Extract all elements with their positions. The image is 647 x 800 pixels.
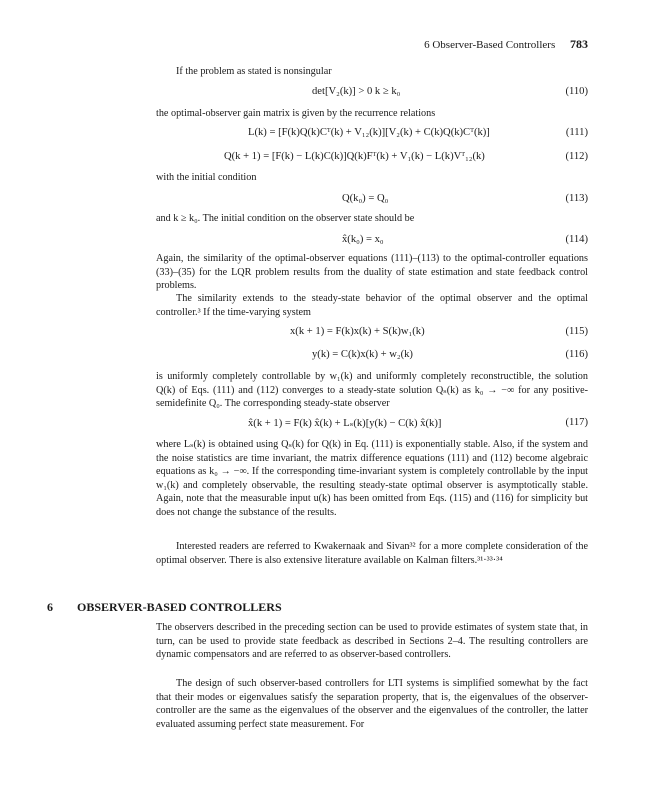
section-heading bbox=[47, 600, 282, 615]
paragraph-and: and k ≥ k₀. The initial condition on the observer state should be bbox=[156, 213, 415, 224]
equation-body: x̂(k₀) = x₀ bbox=[342, 234, 384, 245]
equation-body: Q(k₀) = Q₀ bbox=[342, 193, 389, 204]
equation-number: (115) bbox=[565, 326, 588, 337]
equation-number: (114) bbox=[565, 234, 588, 245]
equation-body: Q(k + 1) = [F(k) − L(k)C(k)]Q(k)Fᵀ(k) + V₁(k) − L(k)Vᵀ₁₂(k) bbox=[224, 151, 485, 162]
equation-117 bbox=[156, 417, 588, 431]
section-number: 6 bbox=[47, 600, 53, 614]
equation-115 bbox=[156, 326, 588, 340]
equation-number: (116) bbox=[565, 349, 588, 360]
paragraph-interested: Interested readers are referred to Kwakernaak and Sivan³² for a more complete consideration of the optimal observer. There is also extensive literature available on Kalman filters.³¹·³³·³⁴ bbox=[156, 541, 588, 566]
paragraph-uniform: is uniformly completely controllable by w₁(k) and uniformly completely reconstructible, the solution Q(k) of Eqs. (111) and (112) converges to a steady-state solution Qₛ(k) as k₀ → −∞ for any positive-semidefinite Q₀. The corresponding steady-state observer bbox=[156, 371, 588, 409]
paragraph-observers: The observers described in the preceding section can be used to provide estimates of system state that, in turn, can be used to provide state feedback as described in Sections 2–4. The resulting controllers are dynamic compensators and are referred to as observer-based controllers. bbox=[156, 622, 588, 660]
equation-body: det[V₂(k)] > 0 k ≥ k₀ bbox=[312, 86, 401, 97]
equation-110 bbox=[156, 86, 588, 100]
paragraph-nonsingular: If the problem as stated is nonsingular bbox=[176, 66, 332, 77]
paragraph-design: The design of such observer-based controllers for LTI systems is simplified somewhat by the fact that their modes or eigenvalues satisfy the separation property, that is, the eigenvalues of the observer-controller are the same as the eigenvalues of the observer and the eigenvalues of the controller, the latter evaluated assuming perfect state measurement. For bbox=[156, 678, 588, 730]
page-number: 783 bbox=[570, 37, 588, 51]
equation-body: x(k + 1) = F(k)x(k) + S(k)w₁(k) bbox=[290, 326, 425, 337]
section-title: OBSERVER-BASED CONTROLLERS bbox=[77, 600, 282, 614]
equation-number: (113) bbox=[565, 193, 588, 204]
running-title: 6 Observer-Based Controllers bbox=[424, 39, 556, 51]
equation-body: L(k) = [F(k)Q(k)Cᵀ(k) + V₁₂(k)][V₂(k) + C(k)Q(k)Cᵀ(k)] bbox=[248, 127, 490, 138]
paragraph-again: Again, the similarity of the optimal-observer equations (111)–(113) to the optimal-controller equations (33)–(35) for the LQR problem results from the duality of state estimation and state feedback control problems. bbox=[156, 253, 588, 291]
paragraph-extends: The similarity extends to the steady-state behavior of the optimal observer and the optimal controller.³ If the time-varying system bbox=[156, 293, 588, 318]
paragraph-gain: the optimal-observer gain matrix is given by the recurrence relations bbox=[156, 108, 436, 119]
equation-111 bbox=[156, 127, 588, 141]
equation-114 bbox=[156, 234, 588, 248]
equation-112 bbox=[156, 151, 588, 165]
equation-number: (111) bbox=[565, 127, 588, 138]
running-header bbox=[156, 37, 588, 53]
equation-body: y(k) = C(k)x(k) + w₂(k) bbox=[312, 349, 413, 360]
equation-number: (117) bbox=[565, 417, 588, 428]
paragraph-initial: with the initial condition bbox=[156, 172, 257, 183]
equation-body: x̂(k + 1) = F(k) x̂(k) + Lₛ(k)[y(k) − C(k) x̂(k)] bbox=[248, 418, 442, 429]
equation-113 bbox=[156, 193, 588, 207]
equation-116 bbox=[156, 349, 588, 363]
equation-number: (112) bbox=[565, 151, 588, 162]
paragraph-where: where Lₛ(k) is obtained using Qₛ(k) for Q(k) in Eq. (111) is exponentially stable. Also, if the system and the noise statistics are time invariant, the matrix difference equations (111) and (112) become algebraic equations as k₀ → −∞. If the corresponding time-invariant system is completely controllable by the input w₁(k) and completely observable, the resulting steady-state optimal observer is asymptotically stable. Again, note that the measurable input u(k) has been omitted from Eqs. (115) and (116) for simplicity but does not change the substance of the results. bbox=[156, 439, 588, 518]
equation-number: (110) bbox=[565, 86, 588, 97]
